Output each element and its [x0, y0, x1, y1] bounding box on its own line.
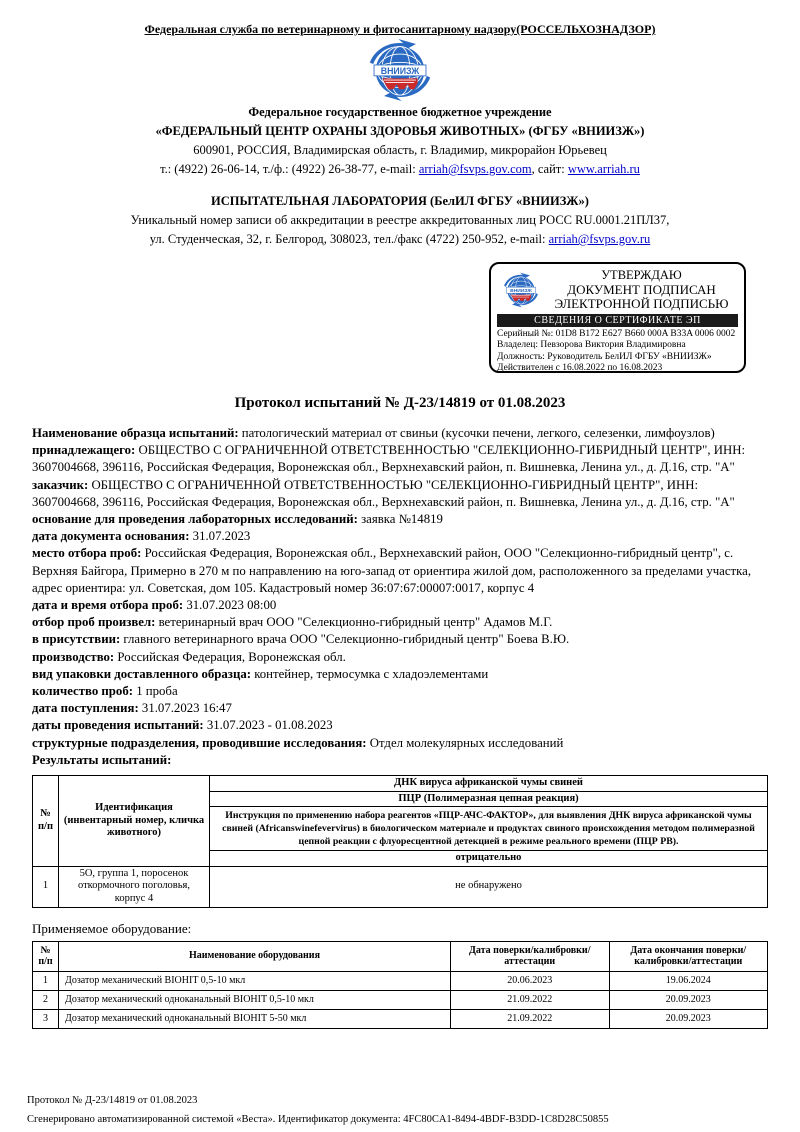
- org-site-link[interactable]: www.arriah.ru: [567, 162, 640, 176]
- agency-title: Федеральная служба по ветеринарному и фитосанитарному надзору(РОССЕЛЬХОЗНАДЗОР): [144, 22, 656, 36]
- field-sampler: отбор проб произвел: ветеринарный врач ООО "Селекционно-гибридный центр" Адамов М.Г.: [32, 615, 553, 630]
- org-name: «ФЕДЕРАЛЬНЫЙ ЦЕНТР ОХРАНЫ ЗДОРОВЬЯ ЖИВОТНЫХ» (ФГБУ «ВНИИЗЖ»): [155, 124, 645, 138]
- logo-container: [32, 39, 768, 103]
- site-prefix: , сайт:: [531, 162, 568, 176]
- stamp-serial: Серийный №: 01D8 B172 E627 B660 000A B33A 0006 0002: [497, 329, 736, 339]
- lab-address-prefix: ул. Студенческая, 32, г. Белгород, 308023, тел./факс (4722) 250-952, e-mail:: [149, 232, 549, 246]
- field-witness: в присутствии: главного ветеринарного врача ООО "Селекционно-гибридный центр" Боева В.Ю.: [32, 632, 570, 647]
- field-basis: основание для проведения лабораторных исследований: заявка №14819: [32, 512, 443, 527]
- lab-email-link[interactable]: arriah@fsvps.gov.ru: [548, 232, 651, 246]
- protocol-title: Протокол испытаний № Д-23/14819 от 01.08.2023: [234, 395, 566, 411]
- stamp-cert-bar: СВЕДЕНИЯ О СЕРТИФИКАТЕ ЭП: [497, 314, 738, 327]
- field-sampling-datetime: дата и время отбора проб: 31.07.2023 08:00: [32, 598, 277, 613]
- lab-address: [32, 230, 768, 249]
- field-customer: заказчик: ОБЩЕСТВО С ОГРАНИЧЕННОЙ ОТВЕТСТВЕННОСТЬЮ "СЕЛЕКЦИОННО-ГИБРИДНЫЙ ЦЕНТР", ИНН: 3607004668, 396116, Российская Федерация, Воронежская обл., Верхнехавский район, п. Вишневка, Ленина ул., д. Д.16, стр. "А": [32, 477, 735, 509]
- digital-signature-stamp: [489, 262, 746, 373]
- results-row-num: 1: [33, 866, 59, 907]
- lab-name: ИСПЫТАТЕЛЬНАЯ ЛАБОРАТОРИЯ (БелИЛ ФГБУ «ВНИИЗЖ»): [211, 194, 589, 208]
- equipment-table: [32, 941, 768, 1029]
- org-type: Федеральное государственное бюджетное учреждение: [248, 105, 552, 119]
- field-sample-name: Наименование образца испытаний: патологический материал от свиньи (кусочки печени, легкого, селезенки, лимфоузлов): [32, 426, 715, 440]
- lab-block: [32, 192, 768, 249]
- results-instruction: Инструкция по применению набора реагентов «ПЦР-АЧС-ФАКТОР», для выявления ДНК вируса африканской чумы свиней (Africanswinefevervirus) в биологическом материале и продуктах свиного происхождения методом полимеразной цепной реакции с флуоресцентной детекцией в режиме реального времени (ПЦР РВ).: [210, 807, 768, 851]
- lab-accreditation: Уникальный номер записи об аккредитации в реестре аккредитованных лиц РОСС RU.0001.21ПЛ37,: [130, 213, 670, 227]
- stamp-owner: Владелец: Певзорова Виктория Владимировна: [497, 340, 686, 351]
- equipment-col-name: Наименование оборудования: [59, 941, 451, 971]
- field-sampling-place: место отбора проб: Российская Федерация, Воронежская обл., Верхнехавский район, ООО "Селекционно-гибридный центр", с. Верхняя Байгора, Примерно в 270 м по направлению на юго-запад от ориентира жилой дом, расположенного за пределами участка, адрес ориентира: ул. Советская, дом 105. Кадастровый номер 36:07:67:00007:0017, корпус 4: [32, 546, 752, 595]
- results-norm: отрицательно: [210, 851, 768, 867]
- stamp-approve: УТВЕРЖДАЮ: [601, 268, 682, 282]
- field-production: производство: Российская Федерация, Воронежская обл.: [32, 649, 346, 664]
- results-row: [33, 866, 768, 907]
- results-row-id: 5О, группа 1, поросенок откормочного поголовья, корпус 4: [59, 866, 210, 907]
- stamp-header: [497, 268, 738, 311]
- field-owner: принадлежащего: ОБЩЕСТВО С ОГРАНИЧЕННОЙ ОТВЕТСТВЕННОСТЬЮ "СЕЛЕКЦИОННО-ГИБРИДНЫЙ ЦЕНТР", ИНН: 3607004668, 396116, Российская Федерация, Воронежская обл., Верхнехавский район, п. Вишневка, Ленина ул., д. Д.16, стр. "А": [32, 443, 746, 475]
- equipment-heading: Применяемое оборудование:: [32, 920, 192, 936]
- equipment-col-num: № п/п: [33, 941, 59, 971]
- results-heading: Результаты испытаний:: [32, 752, 172, 767]
- document-footer: [27, 1091, 609, 1129]
- equipment-col-date: Дата поверки/калибровки/аттестации: [451, 941, 610, 971]
- equipment-row: 3 Дозатор механический одноканальный BIOHIT 5-50 мкл 21.09.2022 20.09.2023: [33, 1009, 768, 1028]
- field-received-date: дата поступления: 31.07.2023 16:47: [32, 701, 232, 716]
- field-basis-date: дата документа основания: 31.07.2023: [32, 529, 251, 544]
- results-test-name: ДНК вируса африканской чумы свиней: [210, 776, 768, 792]
- contact-prefix: т.: (4922) 26-06-14, т./ф.: (4922) 26-38-77, e-mail:: [160, 162, 419, 176]
- field-sample-count: количество проб: 1 проба: [32, 684, 178, 699]
- footer-generated-by: Сгенерировано автоматизированной системой «Веста». Идентификатор документа: 4FC80CA1-8494-4BDF-B3DD-1C8D28C50855: [27, 1114, 609, 1125]
- results-col-num: № п/п: [33, 776, 59, 867]
- equipment-row: 1 Дозатор механический BIOHIT 0,5-10 мкл 20.06.2023 19.06.2024: [33, 971, 768, 990]
- results-col-id: Идентификация (инвентарный номер, кличка животного): [59, 776, 210, 867]
- stamp-details: [497, 329, 738, 375]
- field-test-dates: даты проведения испытаний: 31.07.2023 - 01.08.2023: [32, 718, 333, 733]
- stamp-signed-line2: ЭЛЕКТРОННОЙ ПОДПИСЬЮ: [554, 296, 729, 311]
- org-contacts: [32, 160, 768, 179]
- field-departments: структурные подразделения, проводившие исследования: Отдел молекулярных исследований: [32, 735, 564, 750]
- field-packaging: вид упаковки доставленного образца: контейнер, термосумка с хладоэлементами: [32, 666, 489, 681]
- org-email-link[interactable]: arriah@fsvps.gov.com: [418, 162, 532, 176]
- equipment-row: 2 Дозатор механический одноканальный BIOHIT 0,5-10 мкл 21.09.2022 20.09.2023: [33, 990, 768, 1009]
- org-address: 600901, РОССИЯ, Владимирская область, г. Владимир, микрорайон Юрьевец: [193, 143, 607, 157]
- vniizh-logo-icon: [349, 39, 451, 101]
- results-method: ПЦР (Полимеразная цепная реакция): [210, 791, 768, 807]
- stamp-signed-line1: ДОКУМЕНТ ПОДПИСАН: [567, 282, 716, 297]
- protocol-fields: [32, 425, 768, 769]
- results-table: [32, 775, 768, 908]
- results-row-result: не обнаружено: [210, 866, 768, 907]
- equipment-col-end: Дата окончания поверки/калибровки/аттестации: [609, 941, 768, 971]
- stamp-position: Должность: Руководитель БелИЛ ФГБУ «ВНИИЗЖ»: [497, 351, 712, 362]
- stamp-validity: Действителен с 16.08.2022 по 16.08.2023: [497, 363, 663, 374]
- vniizh-logo-small-icon: [497, 272, 545, 308]
- equipment-header-row: [33, 941, 768, 971]
- footer-protocol-ref: Протокол № Д-23/14819 от 01.08.2023: [27, 1095, 198, 1106]
